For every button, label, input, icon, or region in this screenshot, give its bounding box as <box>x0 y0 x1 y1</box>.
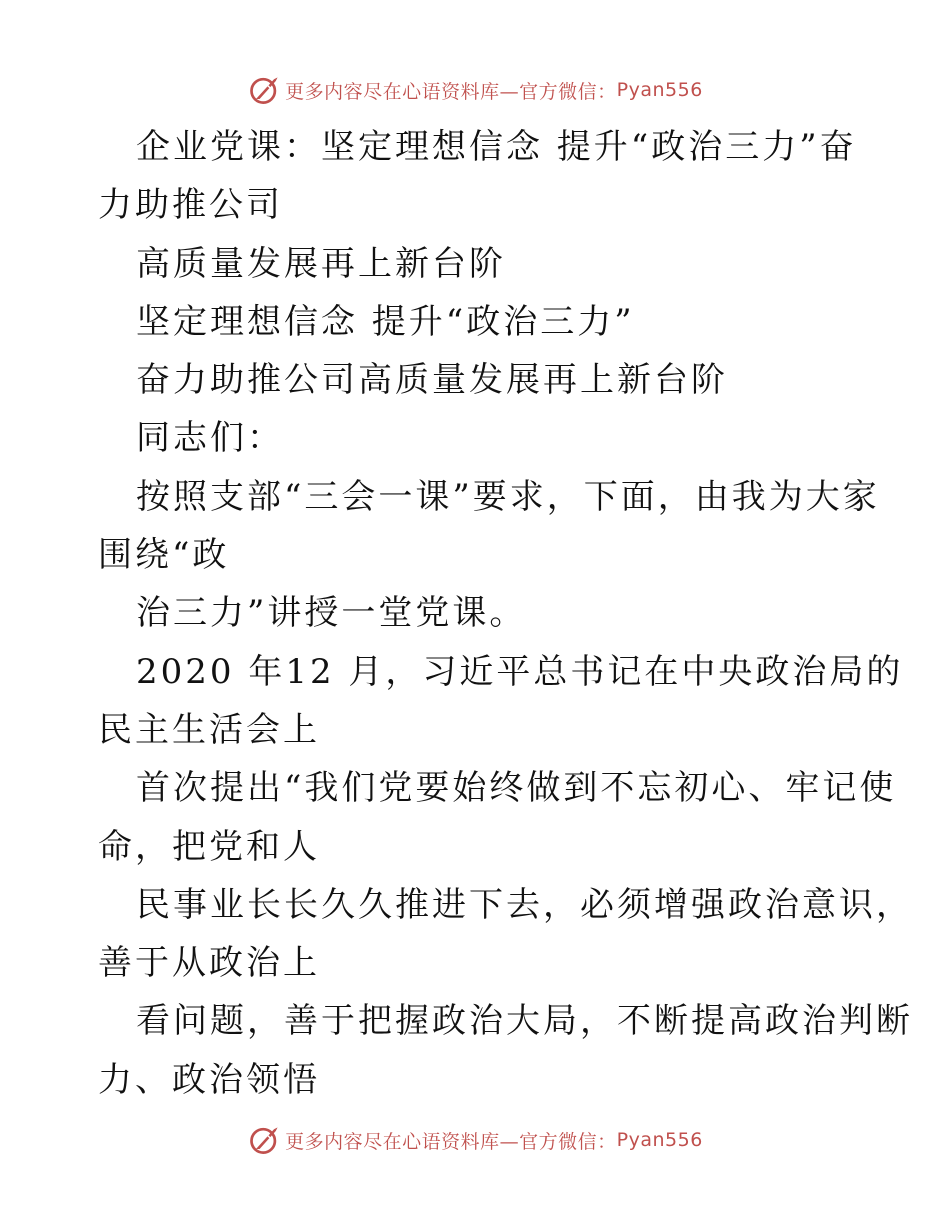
text-line: 力、政治领悟 <box>98 1059 320 1100</box>
text-line: 善于从政治上 <box>98 943 320 984</box>
text-line: 奋力助推公司高质量发展再上新台阶 <box>136 360 728 401</box>
text-line: 治三力”讲授一堂党课。 <box>136 593 527 634</box>
quill-logo-icon <box>247 1122 283 1158</box>
quill-logo-icon <box>247 72 283 108</box>
text-line: 命，把党和人 <box>98 826 320 867</box>
text-line: 首次提出“我们党要始终做到不忘初心、牢记使 <box>136 768 897 809</box>
text-line: 围绕“政 <box>98 535 230 576</box>
text-line: 同志们： <box>136 418 284 459</box>
watermark-wechat-id: Pyan556 <box>616 1129 703 1151</box>
text-line: 民主生活会上 <box>98 709 320 750</box>
document-body <box>98 118 913 1109</box>
watermark-wechat-id: Pyan556 <box>616 79 703 101</box>
text-line: 高质量发展再上新台阶 <box>136 243 506 284</box>
header-watermark <box>0 70 950 110</box>
text-line: 坚定理想信念 提升“政治三力” <box>136 301 635 342</box>
text-line: 民事业长长久久推进下去，必须增强政治意识， <box>136 884 913 925</box>
text-line: 按照支部“三会一课”要求，下面，由我为大家 <box>136 476 880 517</box>
text-line: 看问题，善于把握政治大局，不断提高政治判断 <box>136 1001 913 1042</box>
watermark-text: 更多内容尽在心语资料库—官方微信： <box>285 80 617 103</box>
footer-watermark <box>0 1120 950 1160</box>
watermark-text: 更多内容尽在心语资料库—官方微信： <box>285 1130 617 1153</box>
text-line: 企业党课：坚定理想信念 提升“政治三力”奋 <box>136 127 857 167</box>
text-line: 力助推公司 <box>98 185 283 226</box>
text-line: 2020 年12 月，习近平总书记在中央政治局的 <box>136 651 904 692</box>
